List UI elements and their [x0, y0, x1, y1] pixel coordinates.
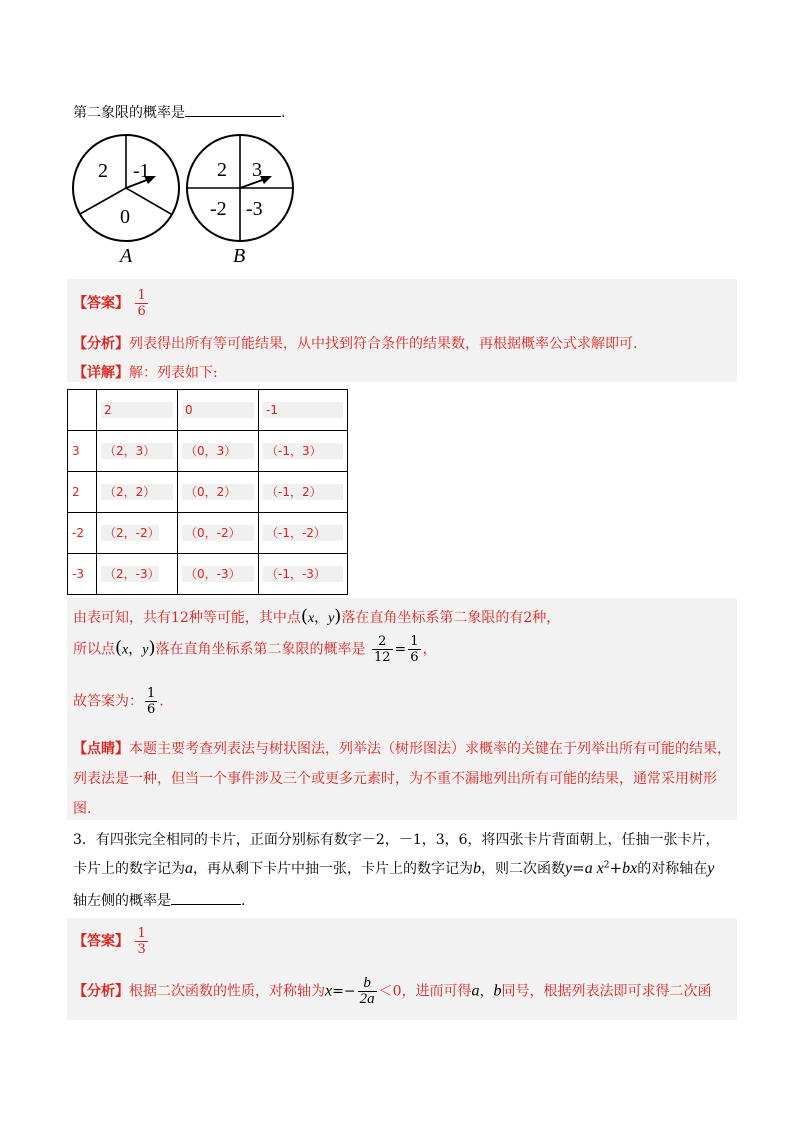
quadratic-formula: y	[565, 860, 573, 877]
q3-analysis-text-a: 根据二次函数的性质，对称轴为	[129, 983, 325, 1000]
conclusion2-text-a: 所以点	[73, 641, 115, 658]
spinner-a	[73, 135, 179, 267]
final-answer-line: 故答案为： $\frac{1}{6}$ .	[73, 686, 164, 717]
table-cell: （-1，2）	[259, 472, 348, 513]
table-cell: -2	[68, 513, 97, 554]
analysis-tag: 【分析】	[73, 983, 129, 1000]
detail-text: 解：列表如下:	[129, 365, 218, 381]
table-row	[68, 554, 348, 595]
table-row	[68, 472, 348, 513]
q3-line2-text-c: ，则二次函数	[481, 861, 565, 877]
q3-line2-text-d: 的对称轴在	[637, 861, 708, 877]
conclusion1-text-a: 由表可知，共有12种等可能，其中点	[73, 610, 301, 626]
q2-end: .	[281, 105, 286, 121]
table-cell: （2，3）	[97, 431, 178, 472]
analysis-tag: 【分析】	[73, 336, 129, 352]
detail-tag: 【详解】	[73, 365, 129, 381]
q2-prompt-line	[73, 102, 285, 122]
analysis-text: 列表得出所有等可能结果，从中找到符合条件的结果数，再根据概率公式求解即可.	[129, 336, 638, 352]
remark-text-2: 列表法是一种，但当一个事件涉及三个或更多元素时，为不重不漏地列出所有可能的结果，通常采用树形	[73, 771, 717, 787]
remark-text-3: 图.	[73, 801, 92, 817]
answer-tag: 【答案】	[73, 933, 129, 950]
spinner-a-sector-2: 2	[98, 160, 108, 182]
q2-answer-line	[73, 288, 150, 319]
table-cell: 2	[97, 390, 178, 431]
table-cell: （2，-2）	[97, 513, 178, 554]
answer-tag: 【答案】	[73, 295, 129, 312]
remark-line-1	[73, 738, 731, 758]
conclusion2-text-b: 落在直角坐标系第二象限的概率是	[155, 641, 366, 658]
q3-answer-fraction: $\frac{1}{3}$	[137, 926, 146, 957]
spinner-b-sector-2: 2	[217, 159, 227, 181]
table-cell: 0	[178, 390, 259, 431]
prob-fraction-2: $\frac{1}{6}$	[410, 634, 419, 665]
spinner-b-sector-neg3: -3	[246, 198, 263, 220]
table-cell: （-1，-2）	[259, 513, 348, 554]
spinner-b-label: B	[233, 245, 246, 267]
spinner-a-label: A	[120, 245, 133, 267]
axis-formula-fraction: $\frac{b}{2a}$	[359, 975, 375, 1007]
table-cell: （-1，3）	[259, 431, 348, 472]
spinner-b-sector-3: 3	[252, 159, 262, 181]
q3-line3-end: .	[241, 893, 246, 909]
answer-fraction: $\frac{1}{6}$	[137, 288, 146, 319]
spinner-a-sector-neg1: -1	[133, 160, 150, 182]
table-cell: （0，-2）	[178, 513, 259, 554]
table-cell: 2	[68, 472, 97, 513]
table-cell: 3	[68, 431, 97, 472]
table-cell: （0，-3）	[178, 554, 259, 595]
table-cell: （2，-3）	[97, 554, 178, 595]
q2-prompt: 第二象限的概率是	[73, 105, 185, 121]
table-cell	[68, 390, 97, 431]
spinner-a-sector-0: 0	[120, 206, 130, 228]
spinner-figure	[60, 130, 310, 270]
prob-fraction-1: $\frac{2}{12}$	[373, 634, 391, 665]
spinner-b	[187, 135, 293, 267]
remark-text-1: 本题主要考查列表法与树状图法，列举法（树形图法）求概率的关键在于列举出所有可能的结果，	[129, 741, 731, 757]
final-fraction: $\frac{1}{6}$	[147, 686, 156, 717]
q2-analysis-line	[73, 333, 637, 353]
answer-blank	[185, 116, 281, 117]
q3-line3-text: 轴左侧的概率是	[73, 893, 171, 909]
q2-detail-line	[73, 362, 218, 382]
table-row	[68, 513, 348, 554]
table-cell: -3	[68, 554, 97, 595]
table-row	[68, 431, 348, 472]
q3-analysis-text-b: ＜0，进而可得	[378, 983, 472, 1000]
conclusion-line-2: 所以点(x，y)落在直角坐标系第二象限的概率是 $\frac{2}{12}$ = $\frac{1}{6}$ ，	[73, 634, 437, 665]
table-cell: （0，2）	[178, 472, 259, 513]
remark-tag: 【点睛】	[73, 741, 129, 757]
table-cell: （0，3）	[178, 431, 259, 472]
q3-line2-text-b: ，再从剩下卡片中抽一张，卡片上的数字记为	[193, 861, 473, 877]
spinner-b-sector-neg2: -2	[210, 198, 227, 220]
outcome-table	[67, 389, 348, 595]
q3-line-3	[73, 890, 245, 910]
table-header-row	[68, 390, 348, 431]
table-cell: （2，2）	[97, 472, 178, 513]
table-cell: （-1，-3）	[259, 554, 348, 595]
q3-analysis-line: 【分析】根据二次函数的性质，对称轴为x=− $\frac{b}{2a}$ ＜0，进而可得a，b同号，根据列表法即可求得二次函	[73, 975, 712, 1007]
q3-answer-line	[73, 926, 150, 957]
q3-line-2: 卡片上的数字记为a，再从剩下卡片中抽一张，卡片上的数字记为b，则二次函数y=a $x^2+bx$的对称轴在y	[73, 859, 715, 877]
table-cell: -1	[259, 390, 348, 431]
conclusion-line-1: 由表可知，共有12种等可能，其中点(x，y)落在直角坐标系第二象限的有2种，	[73, 606, 561, 627]
q3-line2-text-a: 卡片上的数字记为	[73, 861, 185, 877]
answer-blank	[171, 904, 241, 905]
conclusion1-text-b: 落在直角坐标系第二象限的有2种，	[341, 610, 561, 626]
q3-analysis-text-c: 同号，根据列表法即可求得二次函	[501, 983, 712, 1000]
final-answer-text: 故答案为：	[73, 693, 143, 710]
q3-line-1: 3．有四张完全相同的卡片，正面分别标有数字－2，－1，3，6，将四张卡片背面朝上，任抽一张卡片，	[73, 832, 720, 848]
